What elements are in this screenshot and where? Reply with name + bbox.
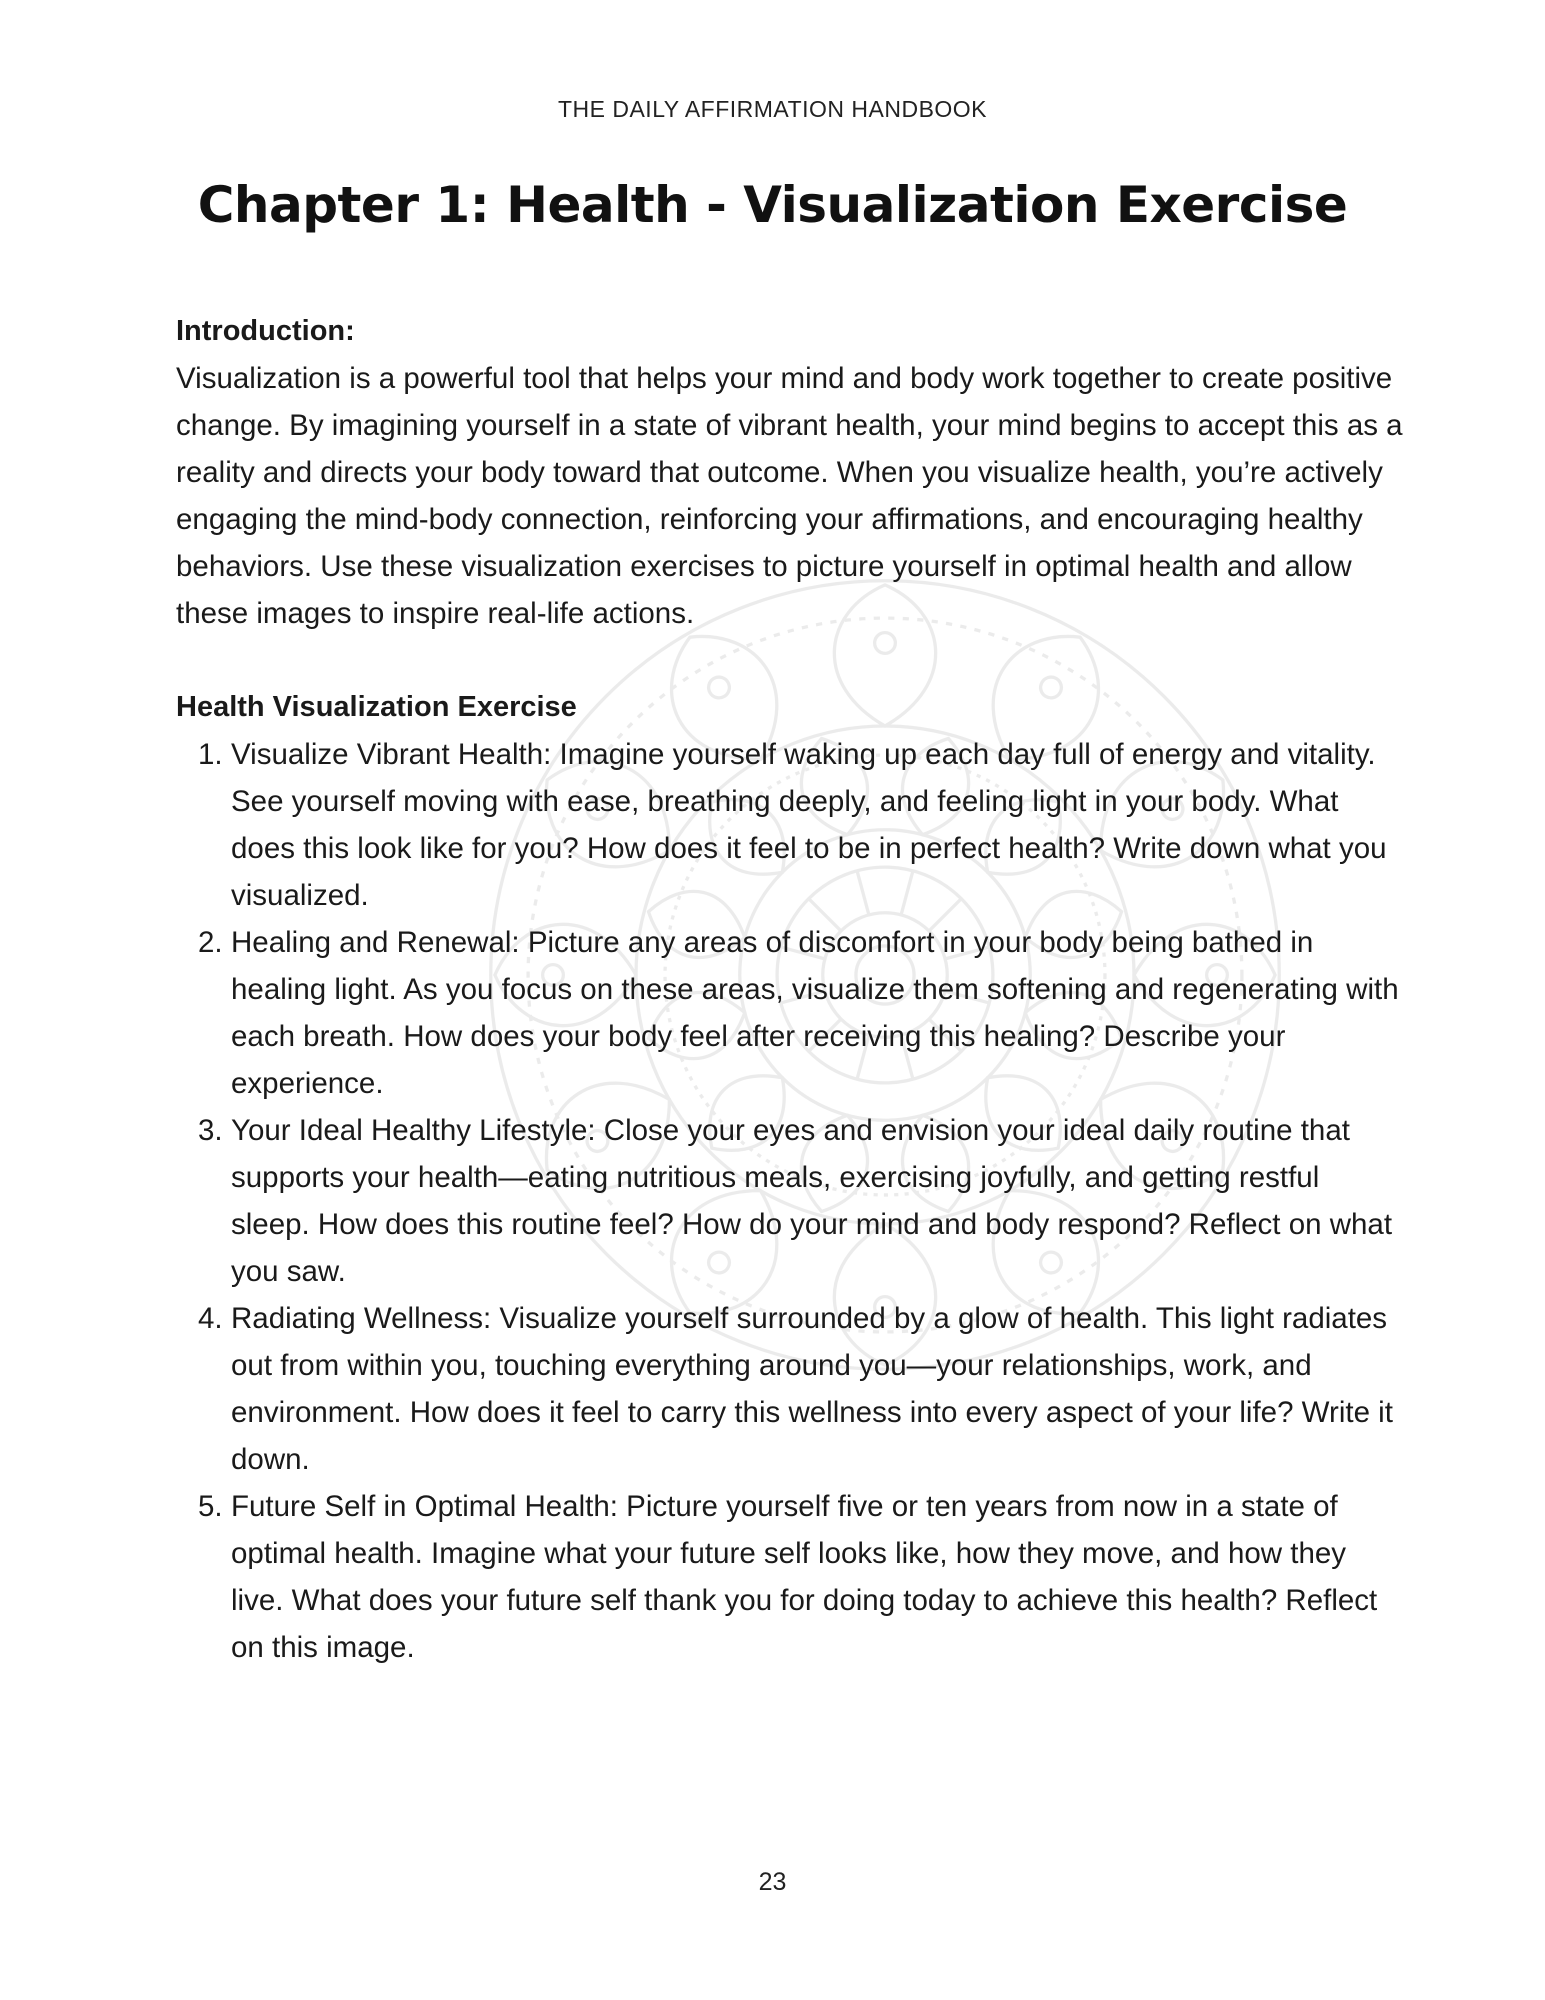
- page-number: 23: [758, 1868, 787, 1896]
- list-item: [176, 1107, 1406, 1295]
- list-item-text: Your Ideal Healthy Lifestyle: Close your eyes and envision your ideal daily routine that supports your health—eating nutritious meals, exercising joyfully, and getting restful sleep. How does this routine feel? How do your mind and body respond? Reflect on what you saw.: [231, 1114, 1393, 1288]
- exercise-list: [176, 731, 1406, 1671]
- chapter-title: Chapter 1: Health - Visualization Exercise: [197, 176, 1348, 234]
- list-item-number: 3.: [198, 1114, 223, 1147]
- list-item: [176, 1295, 1406, 1483]
- page-body: [176, 308, 1406, 1671]
- list-item-number: 4.: [198, 1302, 223, 1335]
- intro-heading: Introduction:: [176, 315, 355, 347]
- list-item-text: Visualize Vibrant Health: Imagine yourself waking up each day full of energy and vitality. See yourself moving with ease, breathing deeply, and feeling light in your body. What does this look like for you? How does it feel to be in perfect health? Write down what you visualized.: [231, 738, 1387, 912]
- list-item: [176, 1483, 1406, 1671]
- list-item-text: Healing and Renewal: Picture any areas of discomfort in your body being bathed in healing light. As you focus on these areas, visualize them softening and regenerating with each breath. How does your body feel after receiving this healing? Describe your experience.: [231, 926, 1399, 1100]
- list-item-number: 1.: [198, 738, 223, 771]
- running-header: THE DAILY AFFIRMATION HANDBOOK: [557, 96, 988, 122]
- list-item-text: Future Self in Optimal Health: Picture yourself five or ten years from now in a state of optimal health. Imagine what your future self looks like, how they move, and how they live. What does your future self thank you for doing today to achieve this health? Reflect on this image.: [231, 1490, 1378, 1664]
- spacer: [176, 637, 1406, 684]
- list-item-number: 5.: [198, 1490, 223, 1523]
- list-item: [176, 919, 1406, 1107]
- exercise-heading: Health Visualization Exercise: [176, 691, 577, 723]
- list-item-text: Radiating Wellness: Visualize yourself surrounded by a glow of health. This light radiates out from within you, touching everything around you—your relationships, work, and environment. How does it feel to carry this wellness into every aspect of your life? Write it down.: [231, 1302, 1393, 1476]
- list-item-number: 2.: [198, 926, 223, 959]
- intro-paragraph: Visualization is a powerful tool that helps your mind and body work together to create positive change. By imagining yourself in a state of vibrant health, your mind begins to accept this as a reality and directs your body toward that outcome. When you visualize health, you’re actively engaging the mind-body connection, reinforcing your affirmations, and encouraging healthy behaviors. Use these visualization exercises to picture yourself in optimal health and allow these images to inspire real-life actions.: [176, 362, 1403, 630]
- list-item: [176, 731, 1406, 919]
